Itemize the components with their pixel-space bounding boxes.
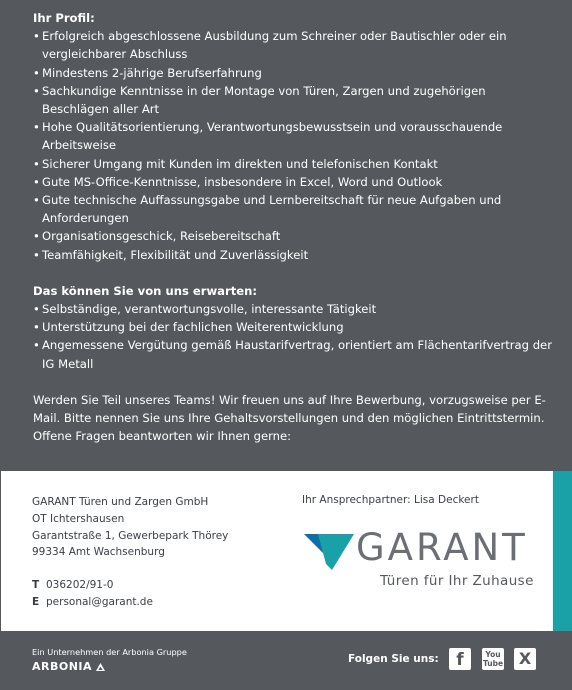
company-name: GARANT Türen und Zargen GmbH (32, 496, 209, 508)
phone-number[interactable]: 036202/91-0 (46, 579, 114, 591)
address-line: OT Ichtershausen (32, 512, 125, 525)
logo-brand-text: GARANT (356, 526, 528, 569)
profile-item: • Hohe Qualitätsorientierung, Verantwortungsbewusstsein und vorausschauende Arbeitsweise (33, 118, 553, 154)
garant-logo (304, 526, 544, 594)
profile-item: • Sachkundige Kenntnisse in der Montage von Türen, Zargen und zugehörigen Beschlägen aller Art (33, 82, 553, 118)
youtube-icon[interactable] (482, 648, 504, 670)
logo-tagline: Türen für Ihr Zuhause (380, 573, 534, 589)
xing-glyph: X (518, 649, 532, 668)
closing-paragraph: Werden Sie Teil unseres Teams! Wir freuen uns auf Ihre Bewerbung, vorzugsweise per E-Mail. Bitte nennen Sie uns Ihre Gehaltsvorstellungen und den möglichen Eintrittstermin. Offene Fragen beantworten wir Ihnen gerne: (33, 392, 546, 444)
email-row (32, 594, 153, 611)
accent-stripe (553, 471, 572, 631)
profile-item: • Mindestens 2-jährige Berufserfahrung (33, 64, 553, 82)
email-link[interactable]: personal@garant.de (46, 596, 153, 608)
follow-label: Folgen Sie uns: (348, 653, 439, 665)
youtube-glyph-top: You (485, 650, 501, 659)
arbonia-brand: ARBONIA (32, 660, 93, 673)
profile-item: • Erfolgreich abgeschlossene Ausbildung zum Schreiner oder Bautischler oder ein vergleichbarer Abschluss (33, 27, 553, 63)
footer-bar (0, 631, 572, 690)
offer-item: • Angemessene Vergütung gemäß Haustarifvertrag, orientiert am Flächentarifvertrag der IG Metall (33, 336, 553, 372)
address-line: 99334 Amt Wachsenburg (32, 546, 165, 559)
address-line: Garantstraße 1, Gewerbepark Thörey (32, 529, 229, 542)
offer-heading: Das können Sie von uns erwarten: (33, 283, 258, 298)
xing-icon[interactable] (514, 648, 536, 670)
profile-list (33, 27, 553, 264)
offer-list (33, 300, 553, 373)
profile-item: • Gute technische Auffassungsgabe und Lernbereitschaft für neue Aufgaben und Anforderungen (33, 191, 553, 227)
facebook-icon[interactable] (449, 648, 471, 670)
arbonia-logo (32, 660, 105, 673)
arbonia-triangle-icon (96, 663, 105, 671)
offer-item: • Unterstützung bei der fachlichen Weiterentwicklung (33, 318, 553, 336)
profile-heading: Ihr Profil: (33, 11, 95, 25)
youtube-glyph-bottom: Tube (482, 659, 504, 668)
contact-person: Ihr Ansprechpartner: Lisa Deckert (302, 494, 479, 506)
garant-logo-mark-icon (304, 534, 354, 570)
email-label: E (32, 596, 40, 608)
profile-item: • Organisationsgeschick, Reisebereitschaft (33, 227, 553, 245)
facebook-glyph: f (456, 650, 464, 670)
job-ad-text (33, 9, 553, 445)
profile-item: • Teamfähigkeit, Flexibilität und Zuverlässigkeit (33, 246, 553, 264)
profile-item: • Sicherer Umgang mit Kunden im direkten und telefonischen Kontakt (33, 155, 553, 173)
group-text: Ein Unternehmen der Arbonia Gruppe (32, 647, 187, 657)
company-address (32, 494, 228, 561)
offer-item: • Selbständige, verantwortungsvolle, interessante Tätigkeit (33, 300, 553, 318)
profile-item: • Gute MS-Office-Kenntnisse, insbesondere in Excel, Word und Outlook (33, 173, 553, 191)
phone-row (32, 577, 153, 594)
company-contact (32, 577, 153, 611)
phone-label: T (32, 579, 40, 591)
